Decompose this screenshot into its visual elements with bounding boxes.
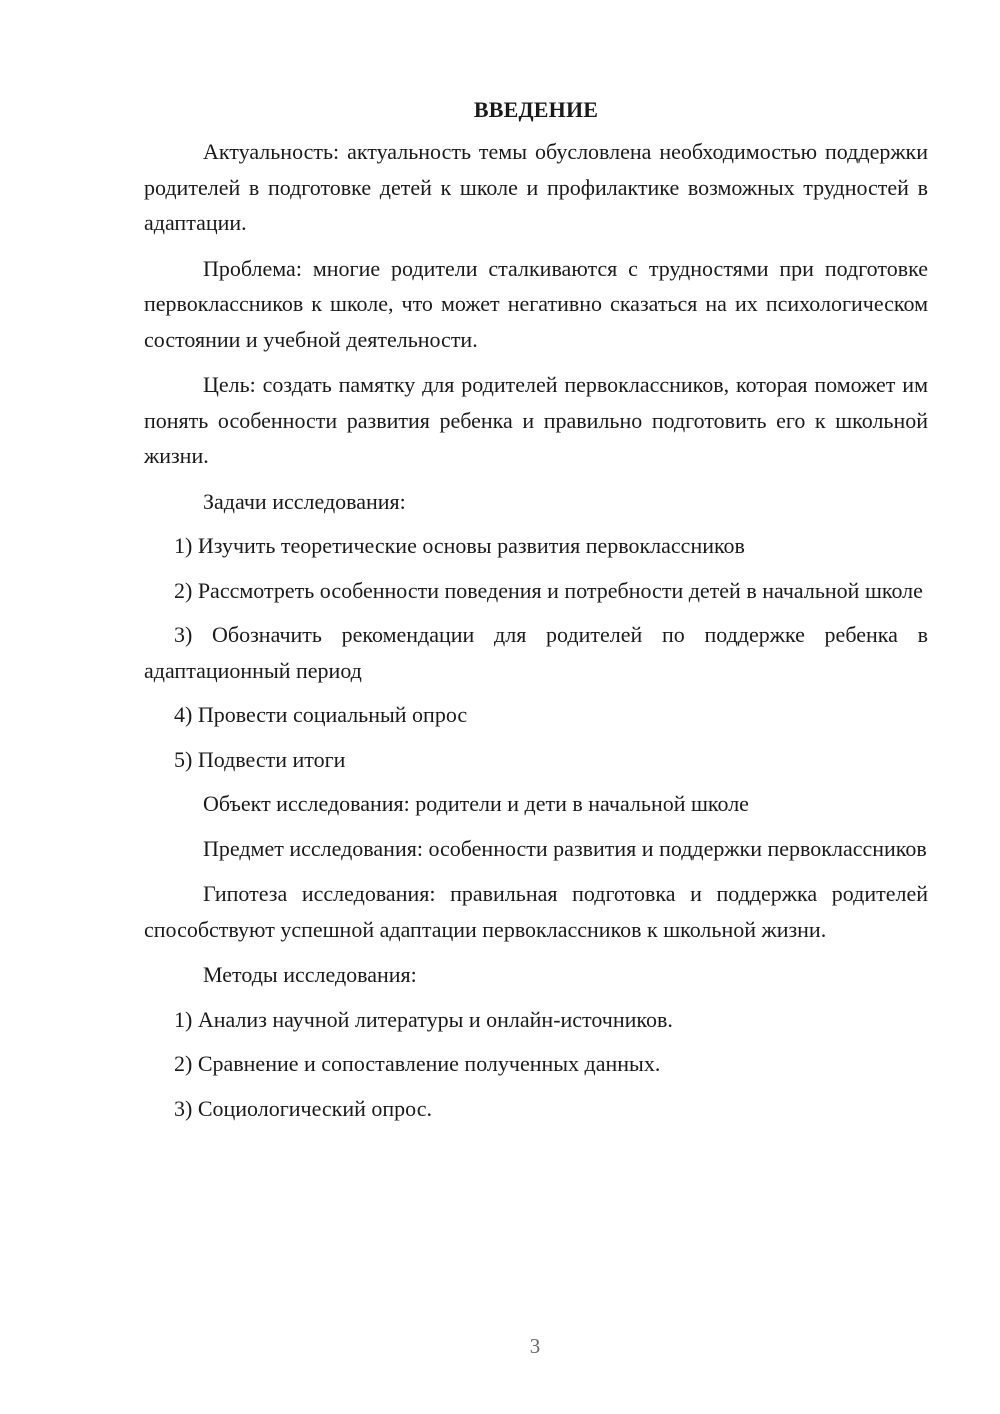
tasks-heading: Задачи исследования: xyxy=(203,488,406,514)
problem-paragraph: Проблема: многие родители сталкиваются с трудностями при подготовке первоклассников к школе, что может негативно сказаться на их психологическом состоянии и учебной деятельности. xyxy=(144,255,928,352)
methods-heading: Методы исследования: xyxy=(203,962,417,987)
task-item: 4) Провести социальный опрос xyxy=(174,702,468,727)
document-body xyxy=(144,93,928,1135)
method-item: 3) Социологический опрос. xyxy=(174,1095,432,1121)
goal-paragraph: Цель: создать памятку для родителей первоклассников, которая поможет им понять особенности развития ребенка и правильно подготовить его к школьной жизни. xyxy=(144,372,928,468)
section-title: ВВЕДЕНИЕ xyxy=(473,97,599,122)
object-paragraph: Объект исследования: родители и дети в начальной школе xyxy=(203,791,749,816)
hypothesis-paragraph: Гипотеза исследования: правильная подготовка и поддержка родителей способствуют успешной адаптации первоклассников к школьной жизни. xyxy=(144,881,928,942)
method-item: 2) Сравнение и сопоставление полученных данных. xyxy=(174,1051,661,1076)
method-item: 1) Анализ научной литературы и онлайн-источников. xyxy=(174,1006,673,1032)
relevance-paragraph: Актуальность: актуальность темы обусловлена необходимостью поддержки родителей в подготовке детей к школе и профилактике возможных трудностей в адаптации. xyxy=(144,139,928,235)
subject-paragraph: Предмет исследования: особенности развития и поддержки первоклассников xyxy=(203,835,927,861)
page-number: 3 xyxy=(529,1334,541,1358)
task-item: 1) Изучить теоретические основы развития первоклассников xyxy=(174,533,745,558)
task-item: 3) Обозначить рекомендации для родителей по поддержке ребенка в адаптационный период xyxy=(144,622,928,683)
task-item: 2) Рассмотреть особенности поведения и потребности детей в начальной школе xyxy=(174,577,923,603)
task-item: 5) Подвести итоги xyxy=(174,746,346,772)
